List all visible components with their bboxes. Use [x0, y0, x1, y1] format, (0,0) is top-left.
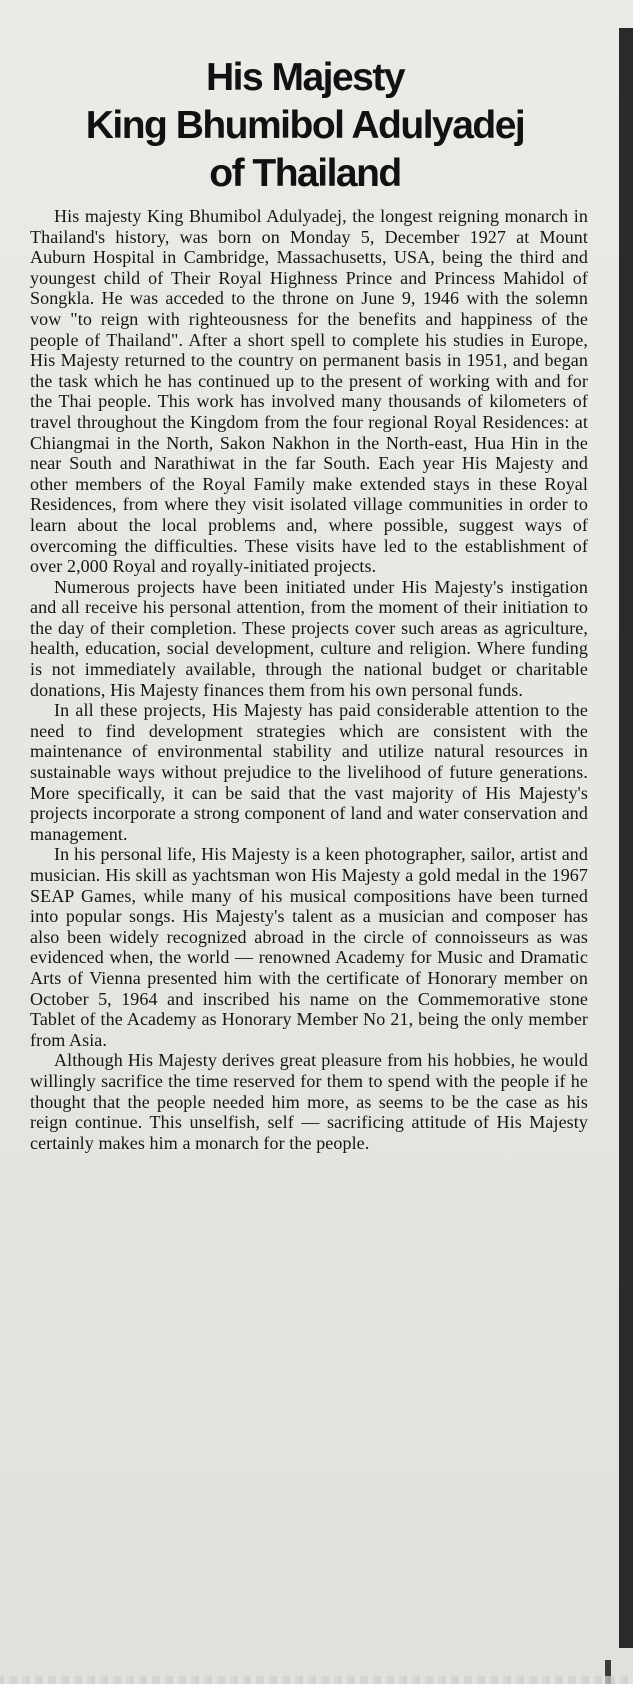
paragraph-projects: Numerous projects have been initiated under His Majesty's instigation and all receive his personal attention, from the moment of their initiation to the day of their completion. These projects cover such areas as agriculture, health, education, social development, culture and religion. Where funding is not immediately available, through the national budget or charitable donations, His Majesty finances them from his own personal funds.	[30, 576, 588, 700]
adjacent-column-edge	[619, 28, 633, 1648]
article-body	[30, 206, 588, 1153]
paragraph-personal-life: In his personal life, His Majesty is a keen photographer, sailor, artist and musician. His skill as yachtsman won His Majesty a gold medal in the 1967 SEAP Games, while many of his musical compositions have been turned into popular songs. His Majesty's talent as a musician and composer has also been widely recognized abroad in the circle of connoisseurs as was evidenced when, the world — renowned Academy for Music and Dramatic Arts of Vienna presented him with the certificate of Honorary member on October 5, 1964 and inscribed his name on the Commemorative stone Tablet of the Academy as Honorary Member No 21, being the only member from Asia.	[30, 844, 588, 1050]
headline-line-1: His Majesty	[205, 56, 405, 100]
paragraph-conclusion: Although His Majesty derives great pleasure from his hobbies, he would willingly sacrifice the time reserved for them to spend with the people if he thought that the people needed him more, as seems to be the case as his reign continue. This unselfish, self — sacrificing attitude of His Majesty certainly makes him a monarch for the people.	[30, 1050, 588, 1153]
paragraph-intro: His majesty King Bhumibol Adulyadej, the longest reigning monarch in Thailand's history, was born on Monday 5, December 1927 at Mount Auburn Hospital in Cambridge, Massachusetts, USA, being the third and youngest child of Their Royal Highness Prince and Princess Mahidol of Songkla. He was acceded to the throne on June 9, 1946 with the solemn vow "to reign with righteousness for the benefits and happiness of the people of Thailand". After a short spell to complete his studies in Europe, His Majesty returned to the country on permanent basis in 1951, and began the task which he has continued up to the present of working with and for the Thai people. This work has involved many thousands of kilometers of travel throughout the Kingdom from the four regional Royal Residences: at Chiangmai in the North, Sakon Nakhon in the North-east, Hua Hin in the near South and Narathiwat in the far South. Each year His Majesty and other members of the Royal Family make extended stays in these Royal Residences, from where they visit isolated village communities in order to learn about the local problems and, where possible, suggest ways of overcoming the difficulties. These visits have led to the establishment of over 2,000 Royal and royally-initiated projects.	[30, 206, 588, 577]
scan-edge-noise	[0, 1676, 633, 1684]
article-headline	[36, 54, 574, 198]
paragraph-environment: In all these projects, His Majesty has paid considerable attention to the need to find development strategies which are consistent with the maintenance of environmental stability and utilize natural resources in sustainable ways without prejudice to the livelihood of future generations. More specifically, it can be said that the vast majority of His Majesty's projects incorporate a strong component of land and water conservation and management.	[30, 700, 588, 844]
headline-line-3: of Thailand	[209, 152, 401, 196]
headline-line-2: King Bhumibol Adulyadej	[85, 104, 525, 148]
